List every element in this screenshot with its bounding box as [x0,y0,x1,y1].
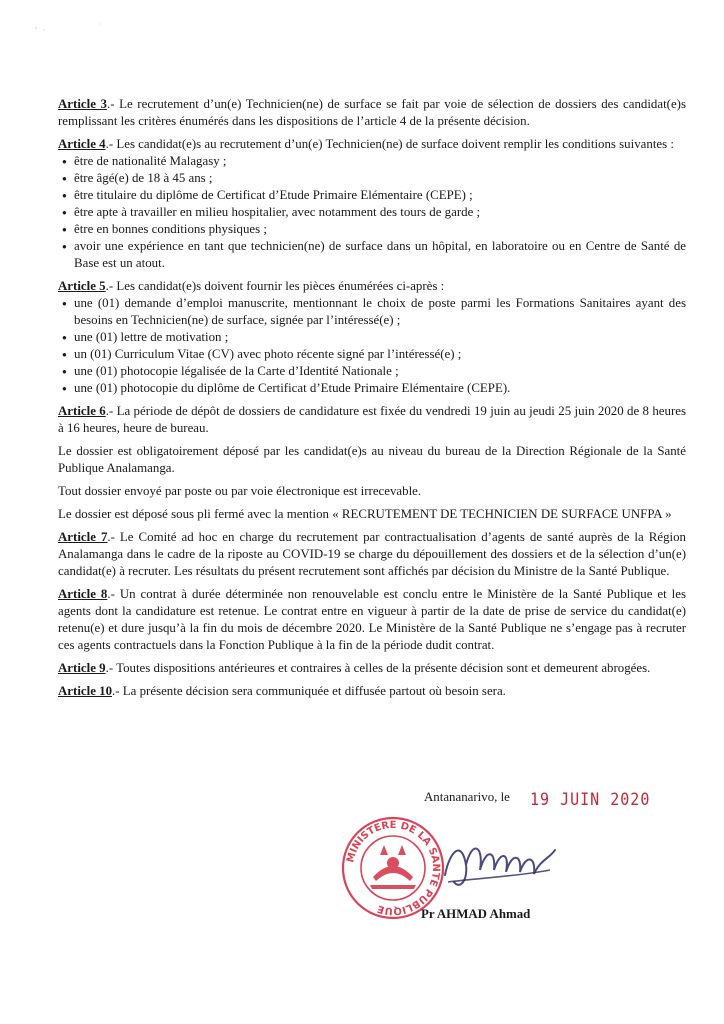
list-item: ● être de nationalité Malagasy ; [58,153,686,170]
article-9-label: Article 9 [58,661,106,675]
list-item: ● avoir une expérience en tant que technicien(ne) de surface dans un hôpital, en laboratoire ou en Centre de Santé de Base est un atout. [58,238,686,272]
list-item: ● une (01) lettre de motivation ; [58,329,686,346]
handwritten-signature [440,820,560,905]
article-6-paragraph-4: Le dossier est déposé sous pli fermé avec la mention « RECRUTEMENT DE TECHNICIEN DE SURFACE UNFPA » [58,507,672,521]
article-5-documents-list [58,295,686,397]
place-and-date-line: Antananarivo, le [424,790,510,804]
article-5 [58,278,686,295]
article-7-label: Article 7 [58,530,108,544]
signatory-name: Pr AHMAD Ahmad [421,907,531,921]
article-6-label: Article 6 [58,404,106,418]
article-6-paragraph-2: Le dossier est obligatoirement déposé par les candidat(e)s au niveau du bureau de la Direction Régionale de la Santé Publique Analamanga. [58,444,686,475]
article-3-text: .- Le recrutement d’un(e) Technicien(ne) de surface se fait par voie de sélection de dossiers des candidat(e)s remplissant les critères énumérés dans les dispositions de l’article 4 de la présente décision. [58,97,686,128]
article-8-label: Article 8 [58,587,108,601]
article-5-text: .- Les candidat(e)s doivent fournir les pièces énumérées ci-après : [105,279,445,293]
article-6 [58,403,686,437]
article-9-text: .- Toutes dispositions antérieures et contraires à celles de la présente décision sont et demeurent abrogées. [105,661,651,675]
list-item: ● un (01) Curriculum Vitae (CV) avec photo récente signé par l’intéressé(e) ; [58,346,686,363]
article-8 [58,586,686,654]
list-item: ● être titulaire du diplôme de Certificat d’Etude Primaire Elémentaire (CEPE) ; [58,187,686,204]
seal-text: MINISTERE DE LA SANTE PUBLIQUE [345,819,442,917]
scan-specks [30,18,110,38]
list-item: ● une (01) photocopie légalisée de la Carte d’Identité Nationale ; [58,363,686,380]
article-5-label: Article 5 [58,279,106,293]
article-4-label: Article 4 [58,137,106,151]
article-6-paragraph-3: Tout dossier envoyé par poste ou par voie électronique est irrecevable. [58,484,422,498]
article-3 [58,96,686,130]
article-10-text: .- La présente décision sera communiquée et diffusée partout où besoin sera. [112,684,506,698]
article-7-text: .- Le Comité ad hoc en charge du recrutement par contractualisation d’agents de santé auprès de la Région Analamanga dans le cadre de la riposte au COVID-19 se charge du dépouillement des dossiers et de la sélection d’un(e) candidat(e) à recruter. Les résultats du présent recrutement sont affichés par décision du Ministre de la Santé Publique. [58,530,686,578]
article-8-text: .- Un contrat à durée déterminée non renouvelable est conclu entre le Ministère de la Santé Publique et les agents dont la candidature est retenue. Le contrat entre en vigueur à partir de la date de prise de service du candidat(e) retenu(e) et dure jusqu’à la fin du mois de décembre 2020. Le Ministère de la Santé Publique ne s’engage pas à recruter ces agents contractuels dans la Fonction Publique à la fin de la période dudit contrat. [58,587,686,652]
document-body [58,96,686,706]
article-4 [58,136,686,153]
date-stamp: 19 JUIN 2020 [530,788,651,810]
article-4-text: .- Les candidat(e)s au recrutement d’un(e) Technicien(ne) de surface doivent remplir les conditions suivantes : [105,137,674,151]
article-10-label: Article 10 [58,684,113,698]
list-item: ● être âgé(e) de 18 à 45 ans ; [58,170,686,187]
article-10 [58,683,686,700]
list-item: ● être apte à travailler en milieu hospitalier, avec notamment des tours de garde ; [58,204,686,221]
list-item: ● être en bonnes conditions physiques ; [58,221,686,238]
article-6-text: .- La période de dépôt de dossiers de candidature est fixée du vendredi 19 juin au jeudi 25 juin 2020 de 8 heures à 16 heures, heure de bureau. [58,404,686,435]
article-3-label: Article 3 [58,97,107,111]
list-item: ● une (01) photocopie du diplôme de Certificat d’Etude Primaire Elémentaire (CEPE). [58,380,686,397]
article-7 [58,529,686,580]
official-seal-stamp [340,815,446,921]
article-9 [58,660,686,677]
article-4-conditions-list [58,153,686,272]
list-item: ● une (01) demande d’emploi manuscrite, mentionnant le choix de poste parmi les Formations Sanitaires ayant des besoins en Technicien(ne) de surface, signée par l’intéressé(e) ; [58,295,686,329]
